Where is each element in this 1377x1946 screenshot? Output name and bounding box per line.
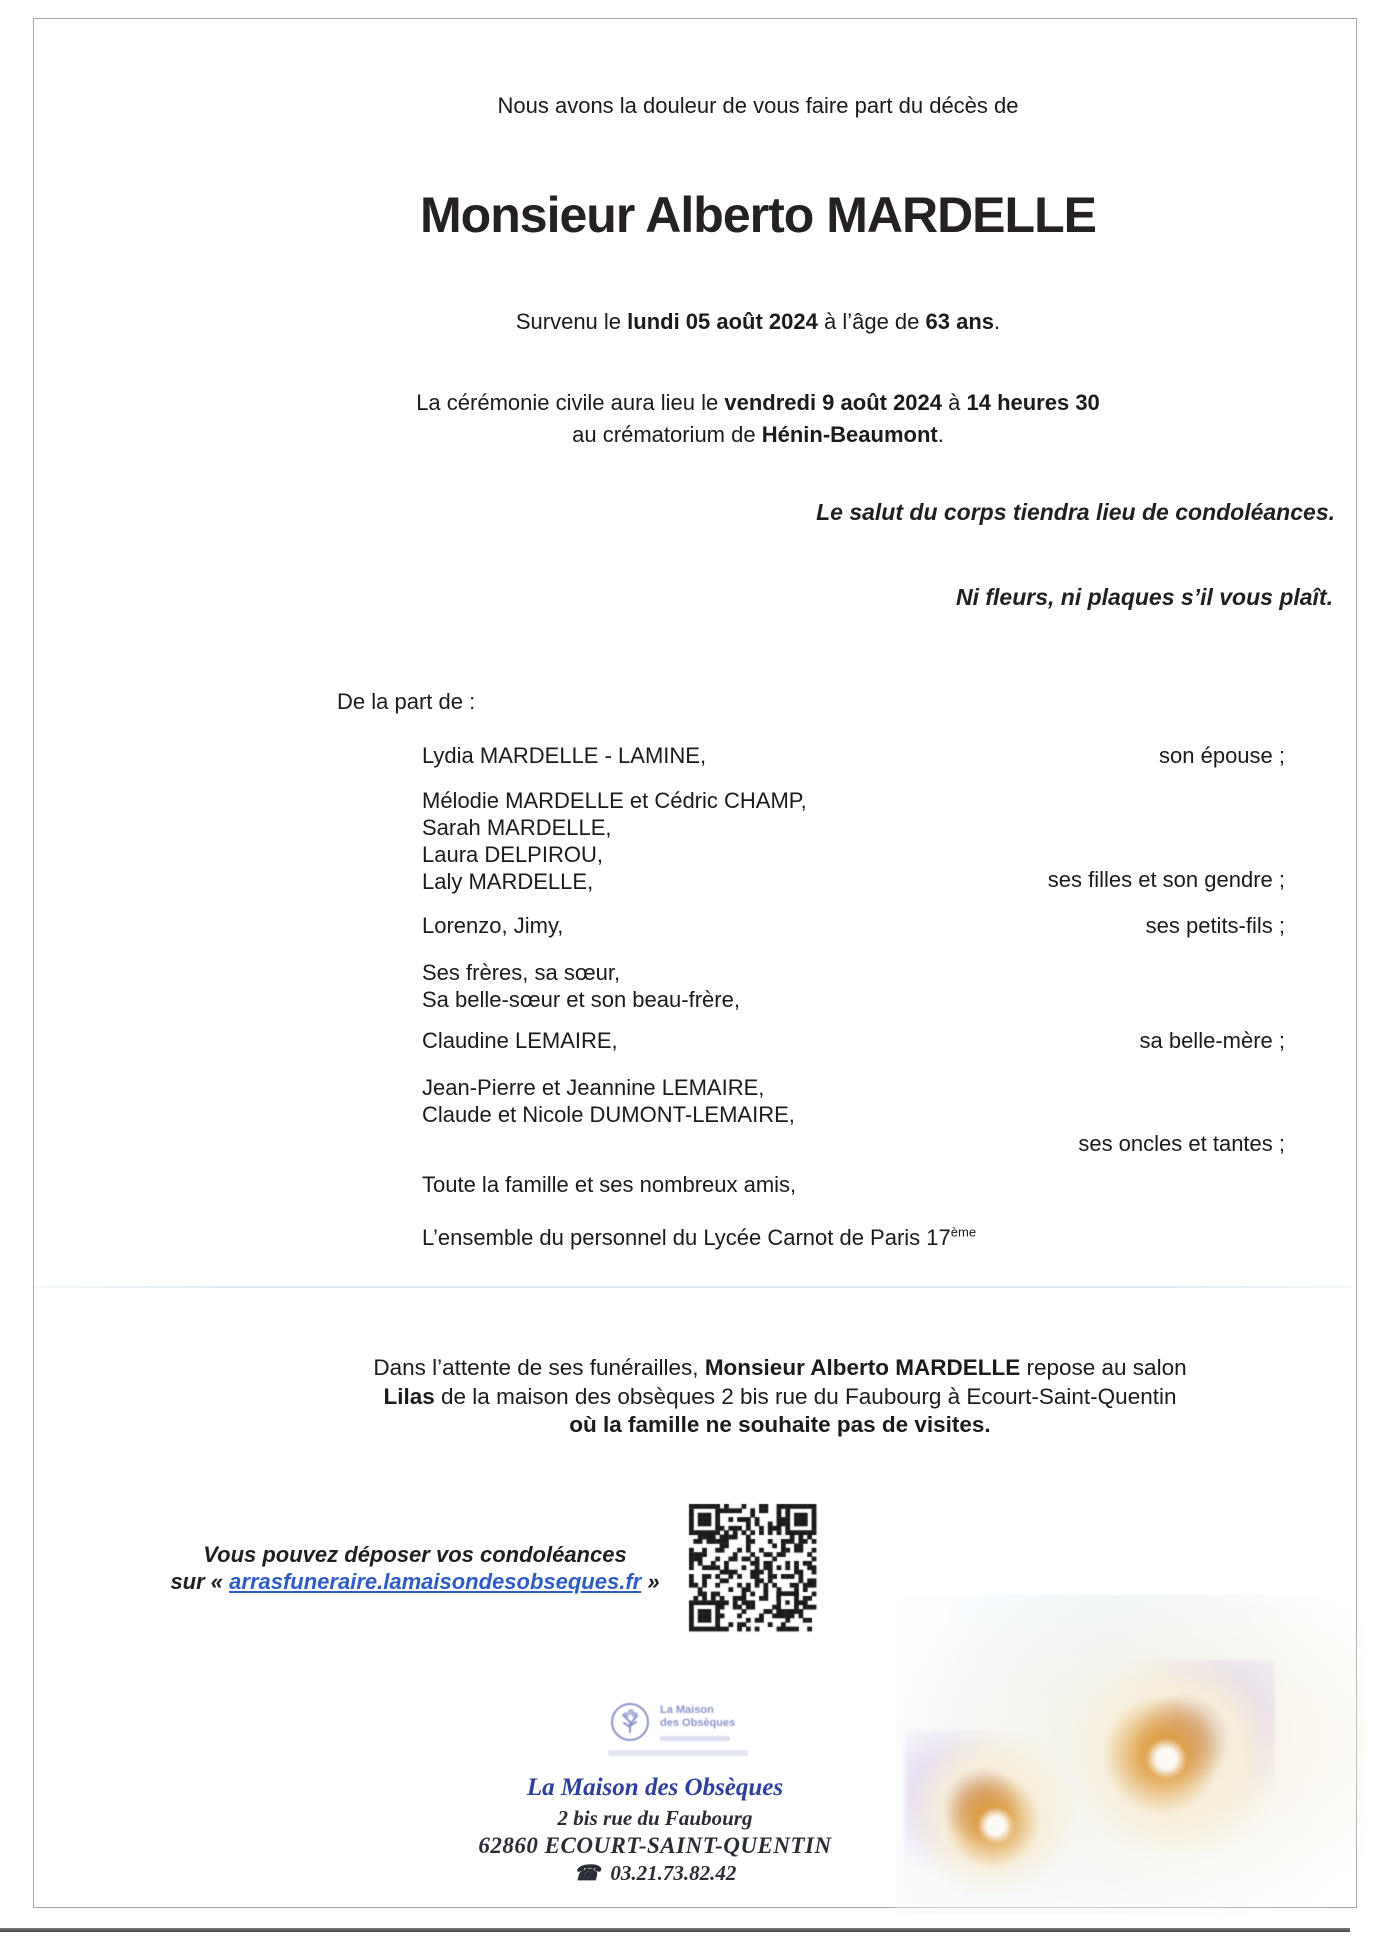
ceremony-line-2 <box>160 419 1356 451</box>
deceased-name-title: Monsieur Alberto MARDELLE <box>420 187 1096 243</box>
relation-label: sa belle-mère ; <box>1139 1028 1285 1053</box>
phone-number: 03.21.73.82.42 <box>610 1861 737 1885</box>
family-member-line: Sa belle-sœur et son beau-frère, <box>422 987 740 1012</box>
condolences-pre: sur « <box>170 1569 230 1594</box>
scan-fold-line <box>34 1286 1355 1288</box>
family-member-line: Jean-Pierre et Jeannine LEMAIRE, <box>422 1075 765 1100</box>
funeral-home-name: La Maison des Obsèques <box>526 1774 784 1801</box>
death-end: . <box>994 309 1001 334</box>
death-age: 63 ans <box>925 309 995 334</box>
relation-label: ses petits-fils ; <box>1145 913 1285 938</box>
ceremony-lines <box>160 387 1356 451</box>
resting-paragraph <box>185 1354 1375 1440</box>
stamp-faint-website-bar <box>608 1750 748 1756</box>
relation-label: ses filles et son gendre ; <box>1047 867 1285 892</box>
condolences-line2 <box>115 1568 715 1595</box>
ceremony-place: Hénin-Beaumont <box>761 422 938 447</box>
resting-p3: de la maison des obsèques 2 bis rue du Faubourg à Ecourt-Saint-Quentin <box>434 1383 1177 1409</box>
notice-salut: Le salut du corps tiendra lieu de condoléances. <box>816 499 1335 525</box>
relation-label: ses oncles et tantes ; <box>1078 1131 1285 1156</box>
scan-edge-shadow <box>0 1928 1350 1932</box>
orchid-flower-left <box>905 1730 1080 1895</box>
family-member-line: Sarah MARDELLE, <box>422 815 612 840</box>
family-member-line: Toute la famille et ses nombreux amis, <box>422 1172 797 1197</box>
family-member-line: Claude et Nicole DUMONT-LEMAIRE, <box>422 1102 795 1127</box>
stamp-text <box>660 1704 735 1730</box>
ceremony-end: . <box>937 422 944 447</box>
funeral-home-city: 62860 ECOURT-SAINT-QUENTIN <box>478 1833 832 1858</box>
orchid-flower-right <box>1070 1660 1275 1850</box>
notice-fleurs: Ni fleurs, ni plaques s’il vous plaît. <box>955 584 1333 610</box>
relation-label: son épouse ; <box>1159 743 1285 768</box>
family-member-line: Laura DELPIROU, <box>422 842 603 867</box>
stamp-line1: La Maison <box>660 1704 714 1716</box>
condolences-line1: Vous pouvez déposer vos condoléances <box>203 1542 627 1567</box>
death-date: lundi 05 août 2024 <box>627 309 818 334</box>
ceremony-line-1 <box>160 387 1356 419</box>
family-member-line: Lorenzo, Jimy, <box>422 913 564 938</box>
qr-code <box>682 1497 823 1638</box>
death-prefix: Survenu le <box>515 309 628 334</box>
resting-p2: repose au salon <box>1020 1355 1187 1380</box>
stamp-tree-emblem-icon <box>610 1702 650 1742</box>
resting-p1: Dans l’attente de ses funérailles, <box>373 1355 705 1380</box>
ceremony-mid: à <box>942 390 967 415</box>
lycee-text: L’ensemble du personnel du Lycée Carnot de Paris 17 <box>422 1225 951 1250</box>
resting-salon: Lilas <box>383 1383 435 1409</box>
family-member-line: Lydia MARDELLE - LAMINE, <box>422 743 707 768</box>
funeral-home-stamp <box>602 1698 782 1762</box>
resting-name: Monsieur Alberto MARDELLE <box>704 1355 1021 1380</box>
intro-line: Nous avons la douleur de vous faire part du décès de <box>497 93 1019 118</box>
condolences-block <box>115 1541 715 1595</box>
death-mid: à l’âge de <box>817 309 926 334</box>
ceremony-time: 14 heures 30 <box>966 390 1100 415</box>
ceremony-p2: au crématorium de <box>572 422 762 447</box>
family-member-line: Claudine LEMAIRE, <box>422 1028 618 1053</box>
ceremony-p1: La cérémonie civile aura lieu le <box>416 390 725 415</box>
condolences-post: » <box>641 1569 660 1594</box>
condolences-link[interactable]: arrasfuneraire.lamaisondesobseques.fr <box>229 1569 642 1594</box>
from-label: De la part de : <box>337 689 476 714</box>
ordinal-suffix: ème <box>950 1224 977 1240</box>
resting-p4: où la famille ne souhaite pas de visites. <box>569 1412 991 1437</box>
phone-icon: ☎ <box>573 1861 600 1885</box>
death-date-line <box>160 308 1356 335</box>
funeral-home-street: 2 bis rue du Faubourg <box>557 1806 753 1830</box>
ceremony-date: vendredi 9 août 2024 <box>724 390 943 415</box>
family-member-line: Ses frères, sa sœur, <box>422 960 621 985</box>
stamp-faint-text-bar <box>660 1736 730 1741</box>
family-member-line: Mélodie MARDELLE et Cédric CHAMP, <box>422 788 807 813</box>
stamp-line2: des Obsèques <box>660 1717 736 1729</box>
family-member-line-lycee <box>422 1225 976 1251</box>
family-member-line: Laly MARDELLE, <box>422 869 594 894</box>
